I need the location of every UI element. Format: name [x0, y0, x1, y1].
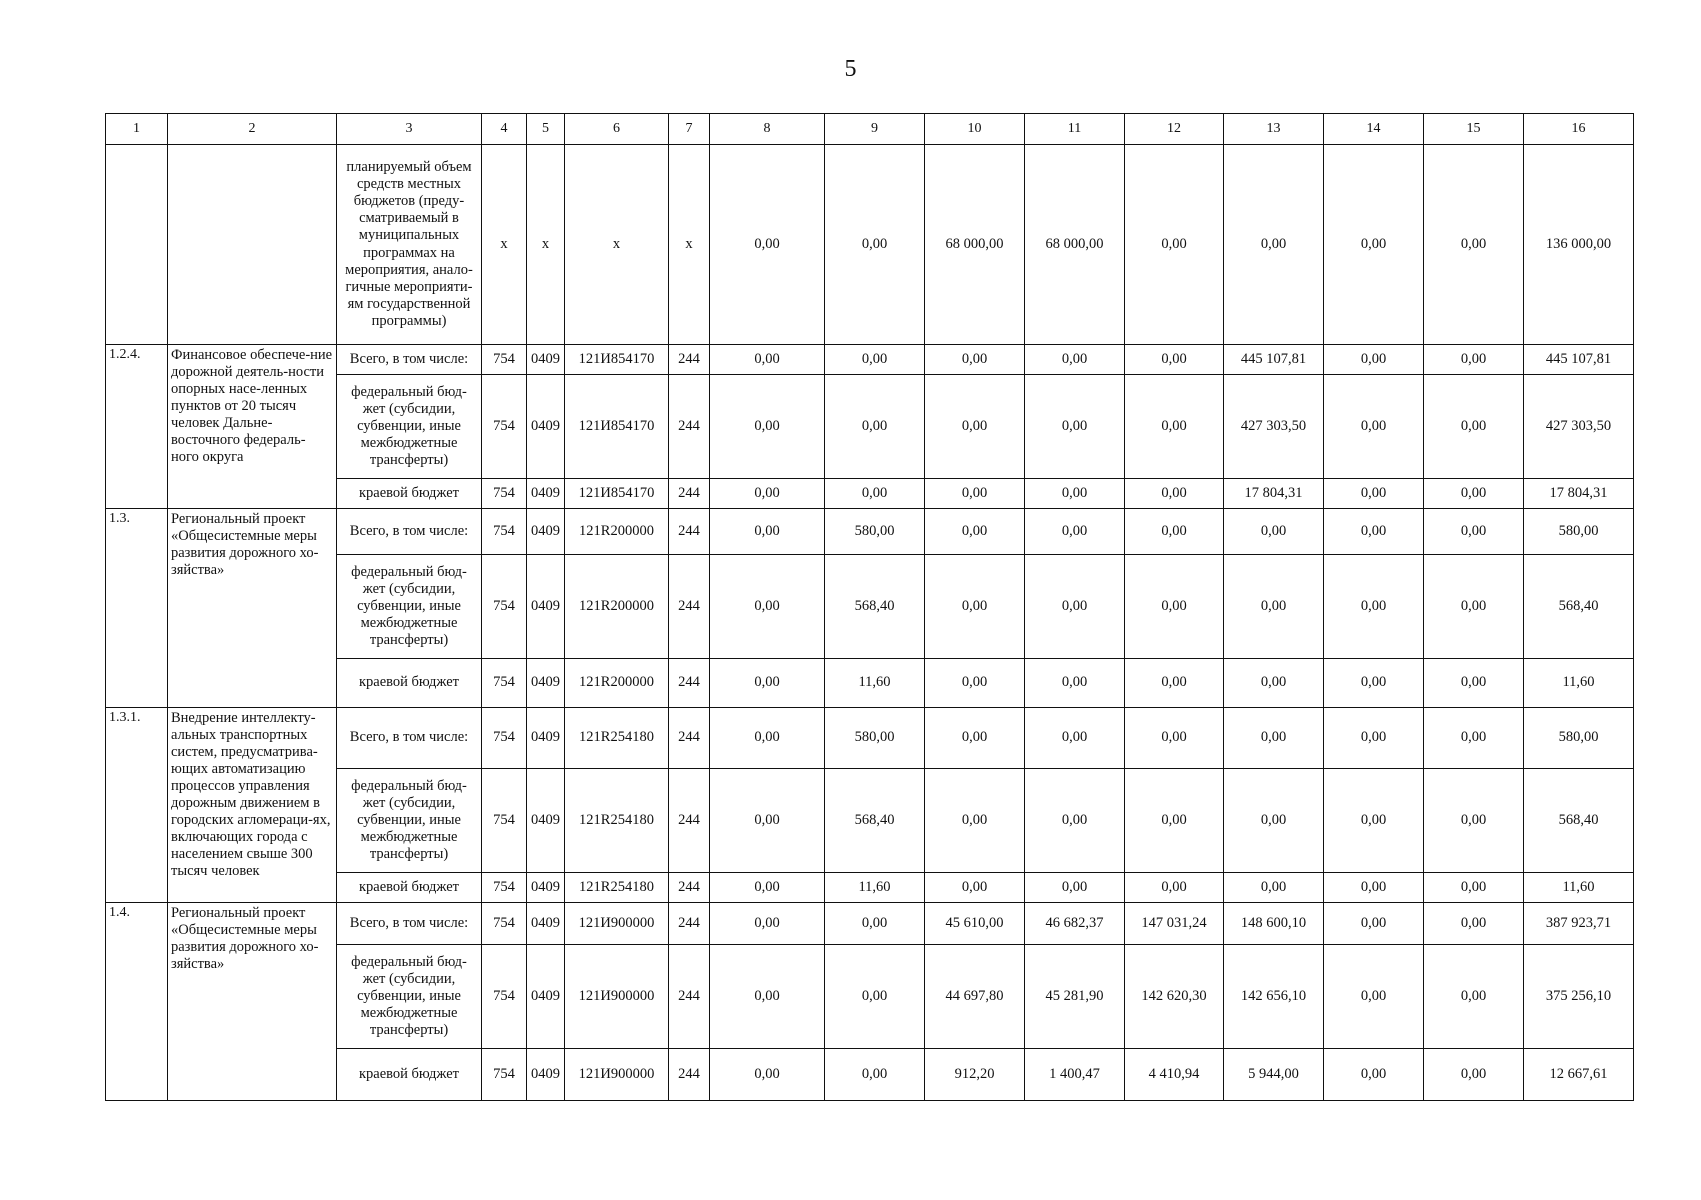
gr-code: 754	[482, 555, 527, 659]
amount-col-9: 568,40	[825, 769, 925, 873]
section-code: 0409	[527, 769, 565, 873]
expense-type-code: 244	[669, 1049, 710, 1101]
amount-col-14: 0,00	[1324, 479, 1424, 509]
amount-col-8: 0,00	[710, 555, 825, 659]
gr-code: 754	[482, 708, 527, 769]
amount-col-15: 0,00	[1424, 345, 1524, 375]
amount-col-11: 1 400,47	[1025, 1049, 1125, 1101]
column-number-row	[106, 114, 1634, 145]
gr-code: 754	[482, 873, 527, 903]
section-code: 0409	[527, 903, 565, 945]
amount-col-15: 0,00	[1424, 873, 1524, 903]
amount-col-12: 0,00	[1125, 345, 1224, 375]
amount-col-15: 0,00	[1424, 1049, 1524, 1101]
amount-col-12: 142 620,30	[1125, 945, 1224, 1049]
amount-col-9: 580,00	[825, 708, 925, 769]
amount-col-13: 17 804,31	[1224, 479, 1324, 509]
amount-col-8: 0,00	[710, 375, 825, 479]
funding-source: краевой бюджет	[337, 873, 482, 903]
expense-type-code: 244	[669, 769, 710, 873]
amount-col-9: 580,00	[825, 509, 925, 555]
item-number: 1.4.	[106, 903, 168, 1101]
gr-code: 754	[482, 509, 527, 555]
funding-source: Всего, в том числе:	[337, 345, 482, 375]
amount-col-16: 11,60	[1524, 659, 1634, 708]
amount-col-12: 0,00	[1125, 509, 1224, 555]
amount-col-11: 0,00	[1025, 708, 1125, 769]
amount-col-13: 5 944,00	[1224, 1049, 1324, 1101]
gr-code: 754	[482, 945, 527, 1049]
column-number-7: 7	[669, 114, 710, 145]
gr-code: 754	[482, 659, 527, 708]
section-code: 0409	[527, 945, 565, 1049]
target-article-code: 121И900000	[565, 945, 669, 1049]
section-code: 0409	[527, 708, 565, 769]
item-number: 1.3.1.	[106, 708, 168, 903]
target-article-code: 121R200000	[565, 659, 669, 708]
amount-col-13: 0,00	[1224, 708, 1324, 769]
amount-col-12: 0,00	[1125, 873, 1224, 903]
amount-col-11: 46 682,37	[1025, 903, 1125, 945]
amount-col-9: 0,00	[825, 903, 925, 945]
section-code: x	[527, 145, 565, 345]
amount-col-11: 0,00	[1025, 659, 1125, 708]
amount-col-9: 11,60	[825, 659, 925, 708]
amount-col-11: 0,00	[1025, 873, 1125, 903]
amount-col-13: 148 600,10	[1224, 903, 1324, 945]
target-article-code: 121И900000	[565, 1049, 669, 1101]
amount-col-8: 0,00	[710, 945, 825, 1049]
amount-col-8: 0,00	[710, 873, 825, 903]
amount-col-14: 0,00	[1324, 1049, 1424, 1101]
table-row	[106, 345, 1634, 375]
amount-col-16: 387 923,71	[1524, 903, 1634, 945]
expense-type-code: 244	[669, 375, 710, 479]
amount-col-11: 0,00	[1025, 375, 1125, 479]
amount-col-9: 0,00	[825, 145, 925, 345]
amount-col-15: 0,00	[1424, 375, 1524, 479]
amount-col-10: 0,00	[925, 708, 1025, 769]
target-article-code: 121R200000	[565, 509, 669, 555]
target-article-code: 121R254180	[565, 873, 669, 903]
amount-col-16: 12 667,61	[1524, 1049, 1634, 1101]
funding-source: краевой бюджет	[337, 659, 482, 708]
amount-col-15: 0,00	[1424, 659, 1524, 708]
amount-col-8: 0,00	[710, 509, 825, 555]
gr-code: 754	[482, 479, 527, 509]
expense-type-code: 244	[669, 708, 710, 769]
section-code: 0409	[527, 479, 565, 509]
amount-col-9: 0,00	[825, 479, 925, 509]
amount-col-16: 580,00	[1524, 509, 1634, 555]
gr-code: 754	[482, 375, 527, 479]
amount-col-12: 147 031,24	[1125, 903, 1224, 945]
expense-type-code: 244	[669, 479, 710, 509]
amount-col-11: 0,00	[1025, 509, 1125, 555]
column-number-14: 14	[1324, 114, 1424, 145]
target-article-code: 121И854170	[565, 345, 669, 375]
gr-code: 754	[482, 1049, 527, 1101]
table-row	[106, 903, 1634, 945]
target-article-code: 121R200000	[565, 555, 669, 659]
budget-table	[105, 113, 1634, 1101]
amount-col-12: 0,00	[1125, 145, 1224, 345]
amount-col-10: 0,00	[925, 345, 1025, 375]
column-number-15: 15	[1424, 114, 1524, 145]
amount-col-14: 0,00	[1324, 945, 1424, 1049]
funding-source: федеральный бюд-жет (субсидии, субвенции, иные межбюджетные трансферты)	[337, 555, 482, 659]
amount-col-16: 568,40	[1524, 769, 1634, 873]
amount-col-16: 568,40	[1524, 555, 1634, 659]
column-number-5: 5	[527, 114, 565, 145]
amount-col-10: 0,00	[925, 375, 1025, 479]
expense-type-code: 244	[669, 945, 710, 1049]
amount-col-16: 375 256,10	[1524, 945, 1634, 1049]
target-article-code: 121И854170	[565, 479, 669, 509]
target-article-code: 121И854170	[565, 375, 669, 479]
amount-col-13: 0,00	[1224, 145, 1324, 345]
column-number-4: 4	[482, 114, 527, 145]
column-number-10: 10	[925, 114, 1025, 145]
amount-col-8: 0,00	[710, 903, 825, 945]
expense-type-code: 244	[669, 555, 710, 659]
column-number-11: 11	[1025, 114, 1125, 145]
amount-col-10: 0,00	[925, 769, 1025, 873]
amount-col-10: 912,20	[925, 1049, 1025, 1101]
amount-col-12: 0,00	[1125, 479, 1224, 509]
amount-col-10: 0,00	[925, 509, 1025, 555]
expense-type-code: 244	[669, 873, 710, 903]
expense-type-code: 244	[669, 903, 710, 945]
target-article-code: x	[565, 145, 669, 345]
section-code: 0409	[527, 509, 565, 555]
amount-col-9: 0,00	[825, 375, 925, 479]
amount-col-9: 0,00	[825, 1049, 925, 1101]
amount-col-12: 0,00	[1125, 769, 1224, 873]
gr-code: 754	[482, 769, 527, 873]
column-number-8: 8	[710, 114, 825, 145]
amount-col-10: 0,00	[925, 873, 1025, 903]
column-number-6: 6	[565, 114, 669, 145]
amount-col-14: 0,00	[1324, 769, 1424, 873]
amount-col-11: 45 281,90	[1025, 945, 1125, 1049]
section-code: 0409	[527, 375, 565, 479]
table-row	[106, 509, 1634, 555]
amount-col-9: 11,60	[825, 873, 925, 903]
target-article-code: 121И900000	[565, 903, 669, 945]
amount-col-8: 0,00	[710, 1049, 825, 1101]
column-number-2: 2	[168, 114, 337, 145]
gr-code: 754	[482, 345, 527, 375]
amount-col-9: 0,00	[825, 345, 925, 375]
amount-col-15: 0,00	[1424, 769, 1524, 873]
amount-col-13: 142 656,10	[1224, 945, 1324, 1049]
amount-col-10: 45 610,00	[925, 903, 1025, 945]
amount-col-15: 0,00	[1424, 708, 1524, 769]
funding-source: Всего, в том числе:	[337, 509, 482, 555]
amount-col-8: 0,00	[710, 769, 825, 873]
item-number: 1.2.4.	[106, 345, 168, 509]
amount-col-12: 4 410,94	[1125, 1049, 1224, 1101]
column-number-12: 12	[1125, 114, 1224, 145]
column-number-3: 3	[337, 114, 482, 145]
amount-col-14: 0,00	[1324, 145, 1424, 345]
amount-col-13: 0,00	[1224, 873, 1324, 903]
table-row	[106, 145, 1634, 345]
amount-col-8: 0,00	[710, 708, 825, 769]
amount-col-14: 0,00	[1324, 555, 1424, 659]
amount-col-8: 0,00	[710, 659, 825, 708]
amount-col-10: 0,00	[925, 659, 1025, 708]
item-name: Внедрение интеллекту-альных транспортных систем, предусматрива-ющих автоматизацию процессов управления дорожным движением в городских агломераци-ях, включающих города с населением свыше 300 тысяч человек	[168, 708, 337, 903]
item-number	[106, 145, 168, 345]
column-number-1: 1	[106, 114, 168, 145]
column-number-9: 9	[825, 114, 925, 145]
amount-col-10: 0,00	[925, 479, 1025, 509]
table-body	[106, 114, 1634, 1101]
amount-col-16: 11,60	[1524, 873, 1634, 903]
item-name: Финансовое обеспече-ние дорожной деятель-ности опорных насе-ленных пунктов от 20 тысяч человек Дальне-восточного федераль-ного округа	[168, 345, 337, 509]
section-code: 0409	[527, 1049, 565, 1101]
funding-source: федеральный бюд-жет (субсидии, субвенции, иные межбюджетные трансферты)	[337, 945, 482, 1049]
amount-col-14: 0,00	[1324, 345, 1424, 375]
amount-col-14: 0,00	[1324, 873, 1424, 903]
amount-col-16: 445 107,81	[1524, 345, 1634, 375]
amount-col-16: 136 000,00	[1524, 145, 1634, 345]
amount-col-13: 445 107,81	[1224, 345, 1324, 375]
amount-col-12: 0,00	[1125, 659, 1224, 708]
section-code: 0409	[527, 659, 565, 708]
amount-col-13: 0,00	[1224, 555, 1324, 659]
amount-col-13: 427 303,50	[1224, 375, 1324, 479]
funding-source: федеральный бюд-жет (субсидии, субвенции, иные межбюджетные трансферты)	[337, 375, 482, 479]
item-name: Региональный проект «Общесистемные меры развития дорожного хо-зяйства»	[168, 903, 337, 1101]
amount-col-13: 0,00	[1224, 659, 1324, 708]
amount-col-8: 0,00	[710, 345, 825, 375]
amount-col-13: 0,00	[1224, 509, 1324, 555]
amount-col-9: 0,00	[825, 945, 925, 1049]
expense-type-code: 244	[669, 659, 710, 708]
amount-col-15: 0,00	[1424, 945, 1524, 1049]
column-number-16: 16	[1524, 114, 1634, 145]
funding-source: планируемый объем средств местных бюджетов (преду-сматриваемый в муниципальных программах на мероприятия, анало-гичные мероприяти-ям государственной программы)	[337, 145, 482, 345]
expense-type-code: 244	[669, 345, 710, 375]
amount-col-14: 0,00	[1324, 375, 1424, 479]
amount-col-11: 0,00	[1025, 769, 1125, 873]
page-number: 5	[844, 56, 857, 82]
amount-col-14: 0,00	[1324, 509, 1424, 555]
amount-col-10: 44 697,80	[925, 945, 1025, 1049]
amount-col-8: 0,00	[710, 145, 825, 345]
amount-col-16: 580,00	[1524, 708, 1634, 769]
amount-col-12: 0,00	[1125, 375, 1224, 479]
amount-col-11: 0,00	[1025, 555, 1125, 659]
amount-col-15: 0,00	[1424, 903, 1524, 945]
amount-col-8: 0,00	[710, 479, 825, 509]
target-article-code: 121R254180	[565, 769, 669, 873]
amount-col-10: 68 000,00	[925, 145, 1025, 345]
funding-source: федеральный бюд-жет (субсидии, субвенции, иные межбюджетные трансферты)	[337, 769, 482, 873]
funding-source: Всего, в том числе:	[337, 903, 482, 945]
item-name: Региональный проект «Общесистемные меры развития дорожного хо-зяйства»	[168, 509, 337, 708]
item-name	[168, 145, 337, 345]
amount-col-11: 0,00	[1025, 345, 1125, 375]
expense-type-code: 244	[669, 509, 710, 555]
table-row	[106, 708, 1634, 769]
funding-source: краевой бюджет	[337, 1049, 482, 1101]
amount-col-15: 0,00	[1424, 509, 1524, 555]
amount-col-14: 0,00	[1324, 708, 1424, 769]
funding-source: Всего, в том числе:	[337, 708, 482, 769]
section-code: 0409	[527, 555, 565, 659]
amount-col-15: 0,00	[1424, 555, 1524, 659]
amount-col-16: 17 804,31	[1524, 479, 1634, 509]
item-number: 1.3.	[106, 509, 168, 708]
amount-col-14: 0,00	[1324, 659, 1424, 708]
amount-col-15: 0,00	[1424, 145, 1524, 345]
amount-col-12: 0,00	[1125, 708, 1224, 769]
amount-col-12: 0,00	[1125, 555, 1224, 659]
amount-col-14: 0,00	[1324, 903, 1424, 945]
funding-source: краевой бюджет	[337, 479, 482, 509]
gr-code: x	[482, 145, 527, 345]
gr-code: 754	[482, 903, 527, 945]
column-number-13: 13	[1224, 114, 1324, 145]
amount-col-11: 0,00	[1025, 479, 1125, 509]
target-article-code: 121R254180	[565, 708, 669, 769]
section-code: 0409	[527, 345, 565, 375]
amount-col-10: 0,00	[925, 555, 1025, 659]
amount-col-16: 427 303,50	[1524, 375, 1634, 479]
amount-col-15: 0,00	[1424, 479, 1524, 509]
expense-type-code: x	[669, 145, 710, 345]
amount-col-13: 0,00	[1224, 769, 1324, 873]
section-code: 0409	[527, 873, 565, 903]
amount-col-11: 68 000,00	[1025, 145, 1125, 345]
amount-col-9: 568,40	[825, 555, 925, 659]
